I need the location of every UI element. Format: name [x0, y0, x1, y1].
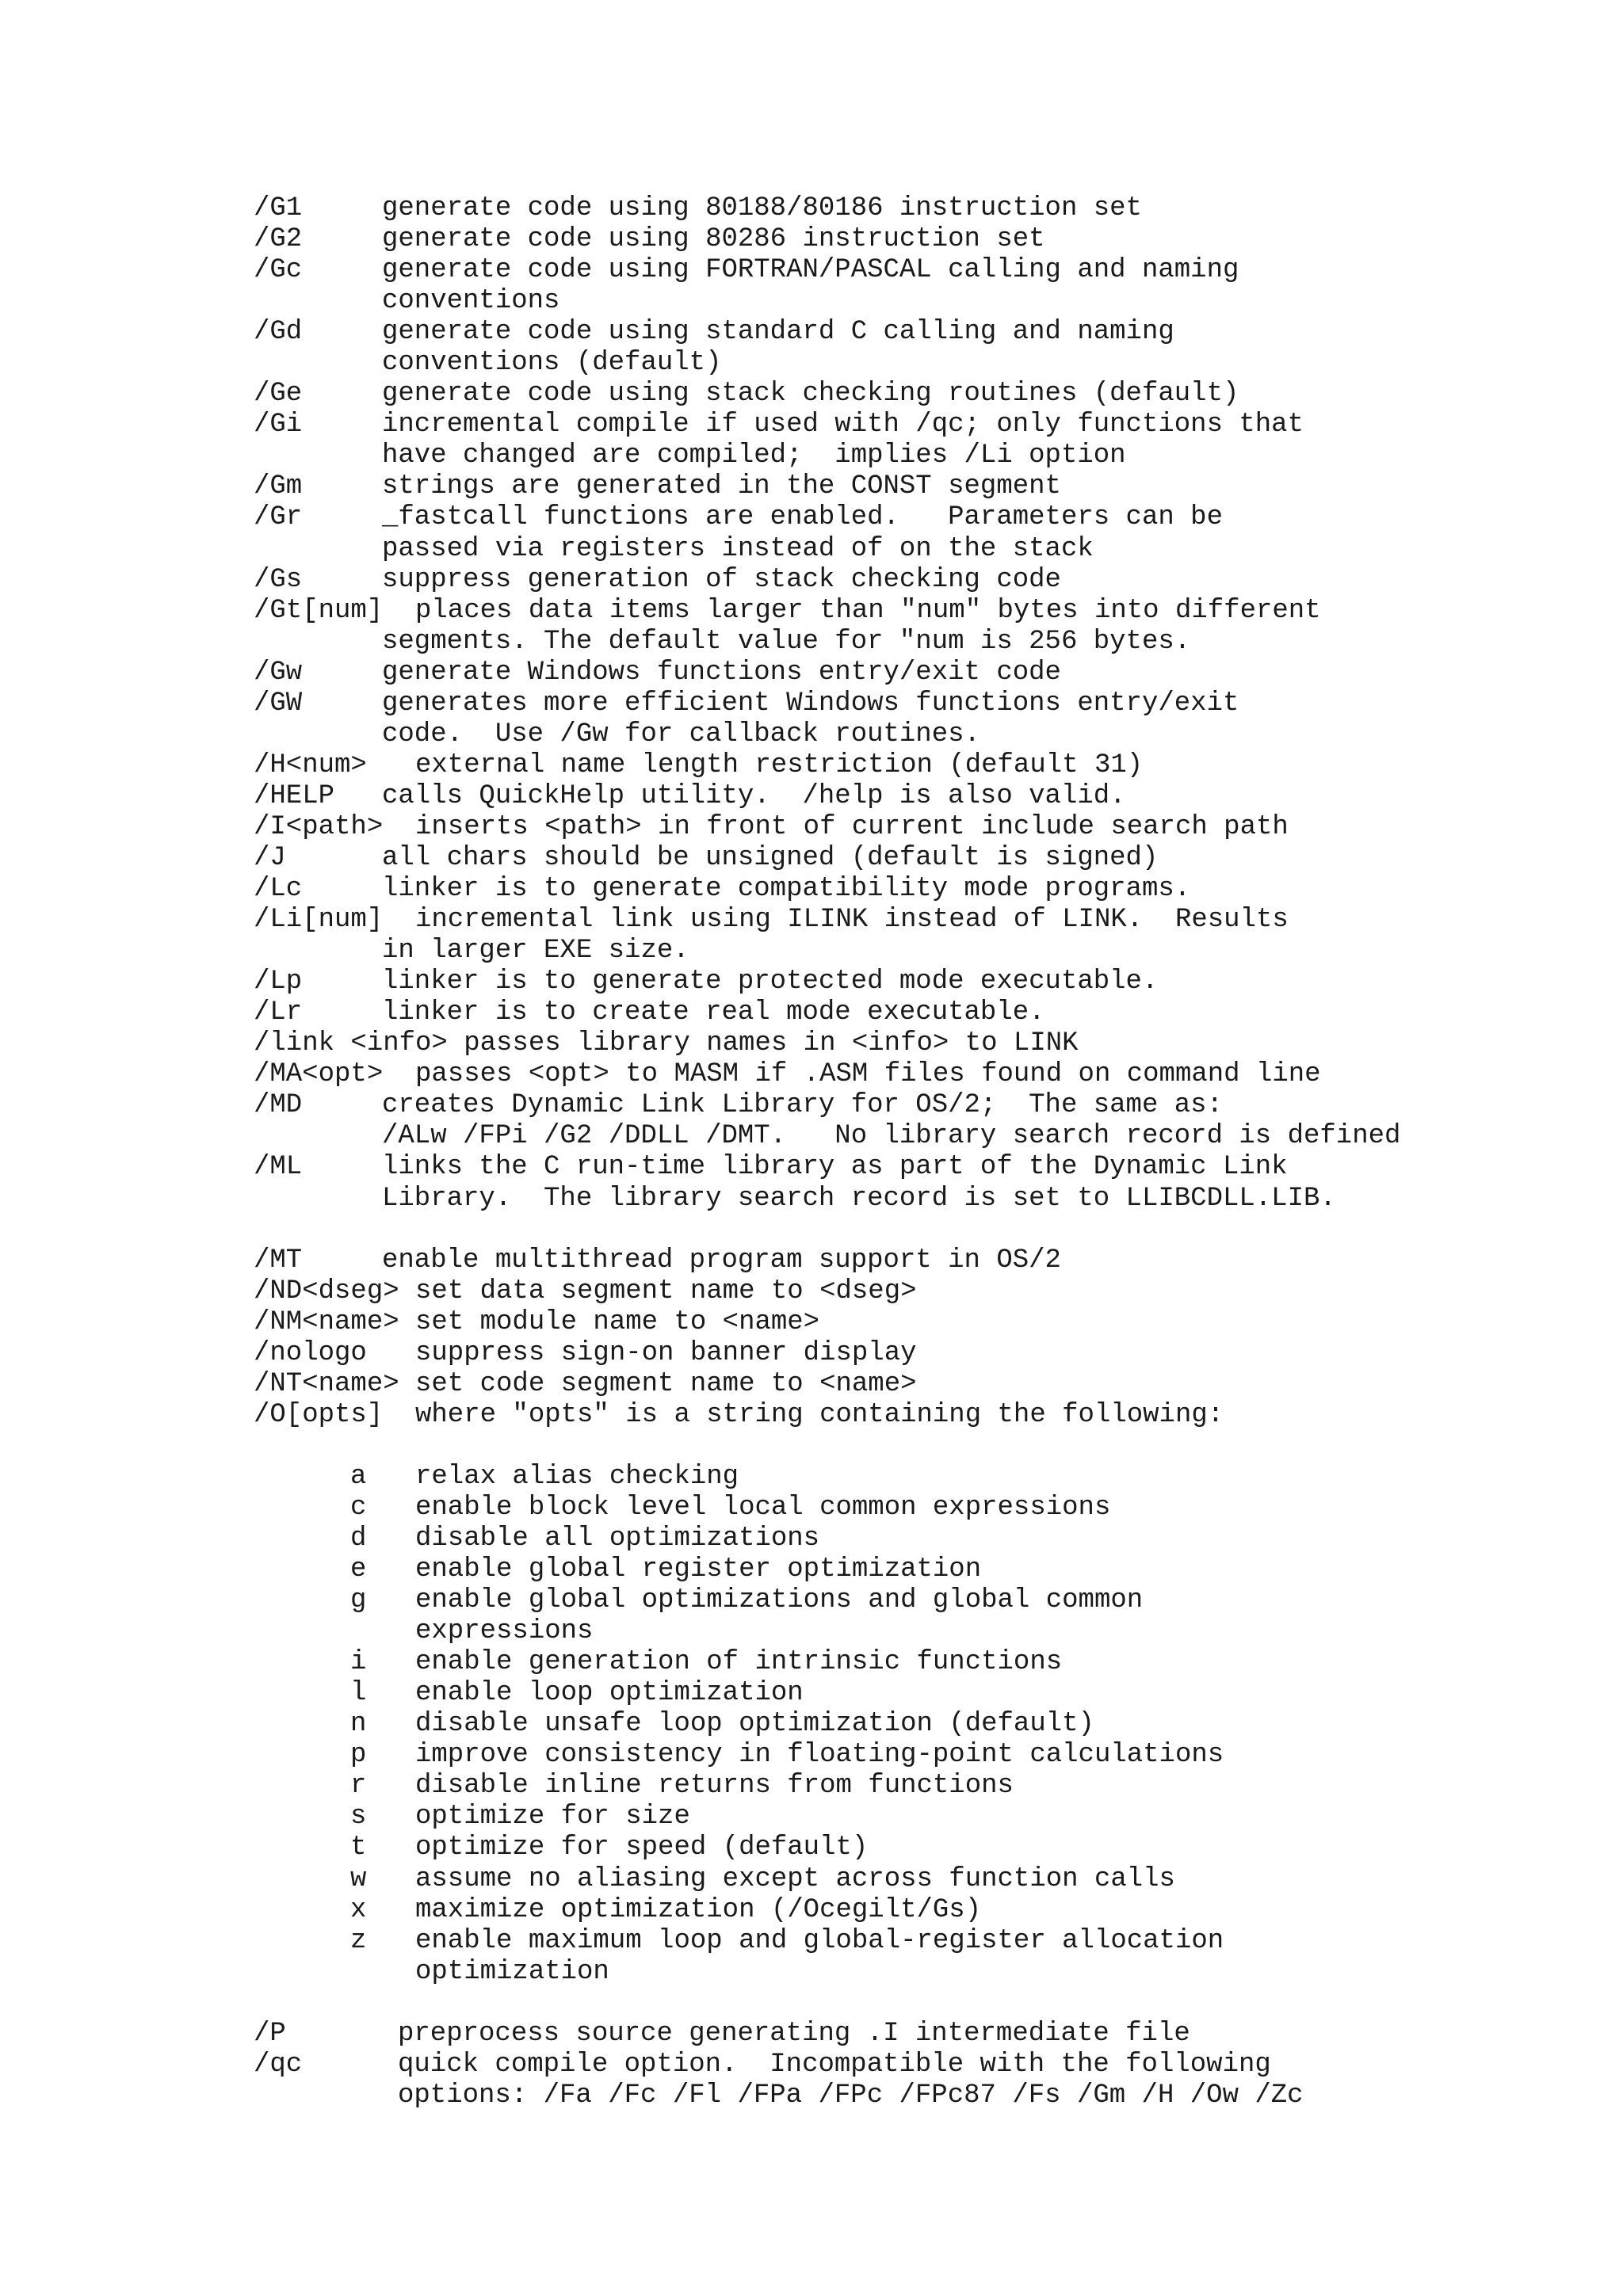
option-line: [254, 997, 1601, 1028]
option-line: [254, 565, 1601, 596]
option-line: [254, 1276, 1601, 1307]
optimization-description: enable global register optimization: [415, 1554, 982, 1585]
option-description: set data segment name to <dseg>: [399, 1276, 917, 1306]
blank-line: [254, 1215, 1601, 1245]
option-line: [254, 1152, 1601, 1183]
option-switch: /H<num>: [254, 749, 367, 780]
option-line: [254, 967, 1601, 997]
option-description: preprocess source generating .I intermediate file: [398, 2018, 1190, 2049]
option-line: [254, 627, 1601, 658]
option-description: suppress sign-on banner display: [415, 1337, 917, 1368]
option-description: generate code using stack checking routines (default): [382, 379, 1239, 410]
option-line: [254, 2081, 1601, 2111]
option-switch: /HELP: [254, 780, 335, 811]
optimization-description: relax alias checking: [415, 1461, 739, 1492]
optimization-option-line: [254, 1740, 1601, 1771]
optimization-letter: c: [350, 1492, 367, 1523]
option-switch: /nologo: [254, 1337, 367, 1368]
option-switch: /Gm: [254, 471, 303, 502]
option-line: [254, 1059, 1601, 1090]
option-switch: /link <info>: [254, 1028, 448, 1059]
option-line: [254, 224, 1601, 255]
option-line: [254, 596, 1601, 627]
optimization-letter: z: [350, 1925, 367, 1956]
option-line: [254, 471, 1601, 502]
optimization-option-line: [254, 1585, 1601, 1616]
optimization-option-line: [254, 1926, 1601, 1957]
optimization-description: enable global optimizations and global common: [415, 1585, 1144, 1616]
optimization-option-line: [254, 1678, 1601, 1709]
option-switch: /Gt[num]: [254, 595, 384, 626]
optimization-description: optimization: [415, 1956, 609, 1987]
optimization-description: expressions: [415, 1616, 594, 1647]
option-line: [254, 1121, 1601, 1152]
option-description: Library. The library search record is set to LLIBCDLL.LIB.: [382, 1183, 1336, 1214]
optimization-letter: p: [350, 1740, 367, 1771]
option-line: [254, 812, 1601, 843]
option-description: where "opts" is a string containing the following:: [415, 1399, 1224, 1430]
option-description: passes <opt> to MASM if .ASM files found on command line: [415, 1059, 1321, 1090]
option-switch: /MD: [254, 1090, 303, 1121]
option-description: creates Dynamic Link Library for OS/2; The same as:: [382, 1090, 1223, 1121]
optimization-description: maximize optimization (/Ocegilt/Gs): [415, 1894, 982, 1925]
optimization-letter: g: [350, 1585, 367, 1616]
optimization-option-line: [254, 1771, 1601, 1802]
option-line: [254, 1245, 1601, 1276]
blank-line: [254, 1988, 1601, 2019]
optimization-option-line: [254, 1833, 1601, 1863]
optimization-option-line: [254, 1895, 1601, 1926]
option-switch: /NT<name>: [254, 1368, 399, 1399]
option-switch: /qc: [254, 2049, 303, 2080]
option-switch: /Lr: [254, 997, 303, 1028]
option-description: generate code using 80286 instruction set: [382, 224, 1045, 255]
option-line: [254, 410, 1601, 441]
option-description: external name length restriction (default 31): [415, 749, 1144, 780]
option-switch: /GW: [254, 688, 303, 719]
optimization-description: disable inline returns from functions: [415, 1771, 1014, 1802]
option-line: [254, 1028, 1601, 1059]
option-description: passes library names in <info> to LINK: [447, 1028, 1079, 1059]
option-description: set module name to <name>: [399, 1306, 820, 1337]
option-line: [254, 1307, 1601, 1338]
optimization-letter: l: [350, 1678, 367, 1709]
option-switch: /G1: [254, 193, 303, 223]
option-line: [254, 1090, 1601, 1121]
optimization-option-line: [254, 1709, 1601, 1740]
optimization-letter: n: [350, 1709, 367, 1740]
blank-line: [254, 1431, 1601, 1462]
option-line: [254, 688, 1601, 719]
option-line: [254, 502, 1601, 533]
option-switch: /Gc: [254, 255, 303, 286]
option-switch: /Ge: [254, 379, 303, 410]
option-switch: /Lp: [254, 967, 303, 997]
option-switch: /P: [254, 2018, 286, 2049]
option-switch: /MA<opt>: [254, 1059, 384, 1090]
option-switch: /G2: [254, 224, 303, 255]
optimization-option-line: [254, 1493, 1601, 1524]
option-description: generate code using FORTRAN/PASCAL calling and naming: [382, 255, 1239, 286]
optimization-option-line: [254, 1957, 1601, 1988]
option-description: generate code using 80188/80186 instruction set: [382, 193, 1142, 223]
option-description: options: /Fa /Fc /Fl /FPa /FPc /FPc87 /Fs /Gm /H /Ow /Zc: [398, 2080, 1304, 2111]
option-line: [254, 534, 1601, 565]
optimization-option-line: [254, 1554, 1601, 1585]
optimization-description: enable loop optimization: [415, 1678, 804, 1709]
option-description: in larger EXE size.: [382, 936, 689, 967]
option-description: segments. The default value for "num is 256 bytes.: [382, 626, 1191, 657]
option-description: strings are generated in the CONST segment: [382, 471, 1061, 502]
option-switch: /I<path>: [254, 811, 384, 842]
option-switch: /J: [254, 842, 286, 873]
option-line: [254, 348, 1601, 379]
option-description: incremental link using ILINK instead of LINK. Results: [415, 905, 1289, 936]
optimization-letter: x: [350, 1894, 367, 1925]
option-switch: /Gi: [254, 410, 303, 441]
optimization-letter: d: [350, 1524, 367, 1554]
optimization-description: enable generation of intrinsic functions: [415, 1647, 1063, 1678]
option-line: [254, 658, 1601, 688]
option-line: [254, 843, 1601, 874]
optimization-description: optimize for size: [415, 1802, 690, 1833]
option-switch: /ND<dseg>: [254, 1276, 399, 1306]
optimization-description: disable all optimizations: [415, 1524, 820, 1554]
compiler-options-listing: [254, 193, 1601, 2111]
option-line: [254, 1184, 1601, 1215]
optimization-description: improve consistency in floating-point calculations: [415, 1740, 1224, 1771]
option-description: places data items larger than "num" bytes into different: [415, 595, 1321, 626]
option-line: [254, 2019, 1601, 2050]
option-description: conventions (default): [382, 348, 722, 379]
option-line: [254, 781, 1601, 812]
optimization-description: assume no aliasing except across function calls: [415, 1863, 1175, 1894]
optimization-letter: i: [350, 1647, 367, 1678]
option-line: [254, 2050, 1601, 2081]
option-line: [254, 317, 1601, 348]
option-switch: /Gs: [254, 564, 303, 595]
option-switch: /Gw: [254, 657, 303, 688]
optimization-option-line: [254, 1647, 1601, 1678]
optimization-option-line: [254, 1616, 1601, 1647]
optimization-option-line: [254, 1802, 1601, 1833]
option-description: set code segment name to <name>: [399, 1368, 917, 1399]
option-description: have changed are compiled; implies /Li option: [382, 441, 1126, 471]
option-description: suppress generation of stack checking code: [382, 564, 1061, 595]
option-description: links the C run-time library as part of the Dynamic Link: [382, 1152, 1288, 1183]
option-description: /ALw /FPi /G2 /DDLL /DMT. No library search record is defined: [382, 1121, 1401, 1152]
option-line: [254, 255, 1601, 286]
option-switch: /Gr: [254, 502, 303, 533]
option-switch: /Lc: [254, 874, 303, 905]
option-line: [254, 441, 1601, 471]
optimization-letter: t: [350, 1833, 367, 1863]
optimization-description: enable maximum loop and global-register allocation: [415, 1925, 1224, 1956]
option-switch: /Li[num]: [254, 905, 384, 936]
option-description: all chars should be unsigned (default is signed): [382, 842, 1159, 873]
option-line: [254, 750, 1601, 781]
optimization-description: optimize for speed (default): [415, 1833, 869, 1863]
option-description: calls QuickHelp utility. /help is also valid.: [382, 780, 1126, 811]
option-line: [254, 379, 1601, 410]
option-description: linker is to create real mode executable.: [382, 997, 1045, 1028]
option-line: [254, 936, 1601, 967]
option-line: [254, 286, 1601, 317]
option-switch: /ML: [254, 1152, 303, 1183]
optimization-description: disable unsafe loop optimization (default): [415, 1709, 1094, 1740]
option-description: _fastcall functions are enabled. Parameters can be: [382, 502, 1223, 533]
optimization-letter: r: [350, 1771, 367, 1802]
option-line: [254, 193, 1601, 224]
option-description: linker is to generate compatibility mode programs.: [382, 874, 1191, 905]
option-switch: /MT: [254, 1245, 303, 1276]
option-description: generates more efficient Windows functions entry/exit: [382, 688, 1239, 719]
optimization-description: enable block level local common expressions: [415, 1492, 1111, 1523]
optimization-letter: s: [350, 1802, 367, 1833]
option-switch: /Gd: [254, 317, 303, 348]
option-description: conventions: [382, 286, 560, 317]
option-description: linker is to generate protected mode executable.: [382, 967, 1159, 997]
option-description: inserts <path> in front of current include search path: [415, 811, 1289, 842]
option-description: code. Use /Gw for callback routines.: [382, 719, 980, 749]
optimization-letter: e: [350, 1554, 367, 1585]
option-switch: /O[opts]: [254, 1399, 384, 1430]
optimization-option-line: [254, 1864, 1601, 1895]
option-line: [254, 905, 1601, 936]
optimization-option-line: [254, 1524, 1601, 1554]
optimization-option-line: [254, 1462, 1601, 1493]
optimization-letter: w: [350, 1863, 367, 1894]
option-description: passed via registers instead of on the stack: [382, 533, 1094, 564]
option-switch: /NM<name>: [254, 1306, 399, 1337]
option-line: [254, 1369, 1601, 1400]
option-line: [254, 719, 1601, 750]
option-description: generate code using standard C calling and naming: [382, 317, 1174, 348]
option-description: quick compile option. Incompatible with the following: [398, 2049, 1271, 2080]
optimization-letter: a: [350, 1461, 367, 1492]
option-line: [254, 1338, 1601, 1369]
option-description: enable multithread program support in OS/2: [382, 1245, 1061, 1276]
option-line: [254, 1400, 1601, 1431]
option-line: [254, 874, 1601, 905]
option-description: incremental compile if used with /qc; only functions that: [382, 410, 1304, 441]
option-description: generate Windows functions entry/exit code: [382, 657, 1061, 688]
